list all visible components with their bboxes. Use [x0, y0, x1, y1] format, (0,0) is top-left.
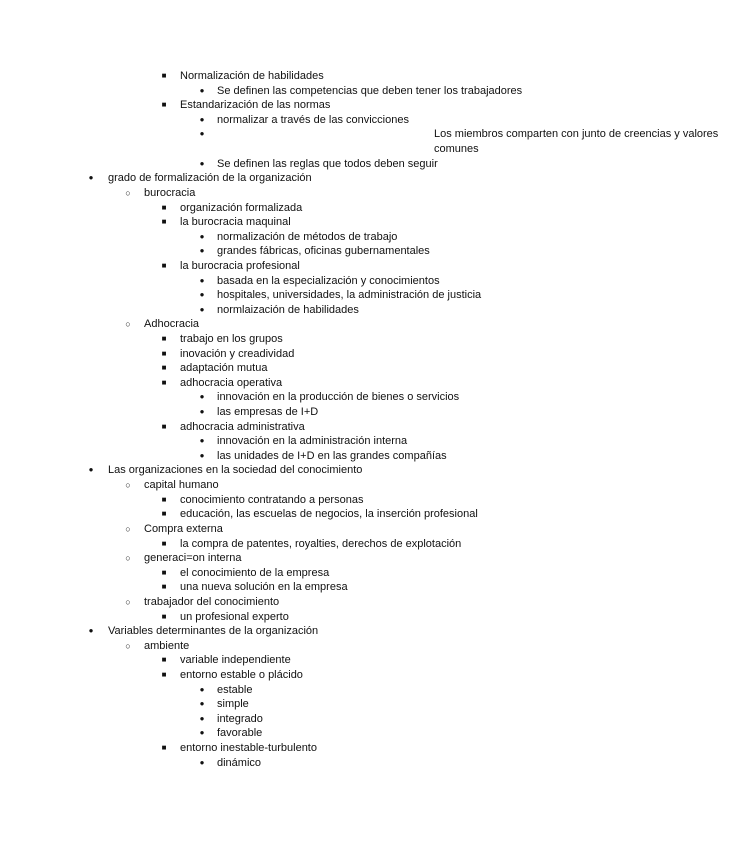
outline-item-level-2 [0, 595, 600, 610]
outline-item-text: integrado [217, 712, 263, 725]
outline-item-level-4 [0, 756, 600, 771]
bullet-level-3-icon: ■ [161, 334, 167, 343]
outline-item-level-4 [0, 434, 600, 449]
outline-item-text: adhocracia operativa [180, 376, 283, 389]
outline-item-level-3 [0, 347, 600, 362]
outline-item-text: simple [217, 698, 249, 711]
outline-item-level-3 [0, 580, 600, 595]
bullet-level-3-icon: ■ [161, 217, 167, 227]
bullet-level-3-icon: ■ [161, 260, 167, 270]
outline-item-text: capital humano [144, 479, 219, 492]
outline-item-level-3 [0, 376, 600, 391]
outline-item-level-4 [0, 303, 600, 318]
outline-item-level-3 [0, 610, 600, 625]
outline-item-text: normlaización de habilidades [217, 303, 359, 316]
bullet-level-2-icon: ○ [125, 523, 131, 534]
bullet-level-3-icon: ■ [161, 655, 167, 665]
outline-item-level-4 [0, 288, 600, 303]
outline-item-text: Las organizaciones en la sociedad del conocimiento [108, 464, 363, 477]
outline-item-level-3 [0, 741, 600, 756]
outline-item-text: Estandarización de las normas [180, 99, 331, 112]
bullet-level-2-icon: ○ [125, 187, 131, 198]
bullet-level-4-icon: ● [199, 699, 205, 709]
outline-item-text: Los miembros comparten con junto de creencias y valores comunes [434, 128, 719, 156]
outline-item-text: Se definen las reglas que todos deben seguir [217, 157, 438, 170]
outline-item-text: Compra externa [144, 522, 223, 535]
bullet-level-3-icon: ■ [161, 743, 167, 753]
outline-item-text: Normalización de habilidades [180, 70, 324, 82]
bullet-level-1-icon: ● [88, 626, 94, 636]
outline-item-level-2 [0, 317, 600, 332]
bullet-level-3-icon: ■ [161, 611, 167, 621]
outline-item-text: Adhocracia [144, 318, 200, 331]
outline-list [0, 69, 719, 770]
bullet-level-2-icon: ○ [125, 319, 131, 330]
outline-item-text: el conocimiento de la empresa [180, 566, 330, 579]
outline-item-level-3 [0, 420, 600, 435]
outline-item-level-1 [0, 624, 600, 639]
outline-item-level-3 [0, 566, 600, 581]
outline-item-text: las empresas de I+D [217, 406, 319, 419]
bullet-level-1-icon: ● [88, 173, 94, 183]
bullet-level-2-icon: ○ [125, 480, 131, 491]
outline-item-text: burocracia [144, 186, 196, 199]
bullet-level-4-icon: ● [199, 290, 205, 300]
outline-item-text: un profesional experto [180, 610, 289, 623]
outline-item-level-2 [0, 639, 600, 654]
bullet-level-3-icon: ■ [161, 202, 167, 212]
bullet-level-4-icon: ● [199, 85, 205, 95]
bullet-level-4-icon: ● [199, 407, 205, 417]
bullet-level-2-icon: ○ [125, 640, 131, 651]
outline-item-text: educación, las escuelas de negocios, la inserción profesional [180, 508, 478, 521]
bullet-level-4-icon: ● [199, 728, 205, 738]
outline-item-text: Se definen las competencias que deben tener los trabajadores [217, 84, 523, 97]
bullet-level-1-icon: ● [88, 465, 94, 475]
outline-item-level-3 [0, 259, 600, 274]
bullet-level-3-icon: ■ [161, 348, 167, 358]
bullet-level-3-icon: ■ [161, 421, 167, 431]
outline-item-level-3 [0, 69, 600, 84]
outline-item-text: normalización de métodos de trabajo [217, 230, 398, 243]
bullet-level-4-icon: ● [199, 713, 205, 723]
outline-item-level-3 [0, 332, 600, 347]
outline-item-level-3 [0, 201, 600, 216]
outline-item-text: ambiente [144, 639, 190, 652]
outline-item-level-4 [0, 84, 600, 99]
outline-item-text: la burocracia maquinal [180, 216, 291, 229]
outline-item-level-2 [0, 551, 600, 566]
bullet-level-3-icon: ■ [161, 100, 167, 110]
outline-item-level-3 [0, 215, 600, 230]
outline-item-level-4 [0, 127, 719, 156]
bullet-level-4-icon: ● [199, 129, 205, 139]
bullet-level-4-icon: ● [199, 436, 205, 446]
outline-item-text: grandes fábricas, oficinas gubernamentales [217, 245, 430, 258]
bullet-level-3-icon: ■ [161, 71, 167, 80]
outline-item-text: trabajador del conocimiento [144, 595, 280, 608]
bullet-level-3-icon: ■ [161, 377, 167, 387]
document-page [0, 69, 719, 770]
outline-item-text: basada en la especialización y conocimientos [217, 274, 440, 287]
outline-item-level-4 [0, 712, 600, 727]
bullet-level-4-icon: ● [199, 392, 205, 402]
outline-item-text: adhocracia administrativa [180, 420, 305, 433]
outline-item-level-3 [0, 668, 600, 683]
outline-item-level-4 [0, 449, 600, 464]
outline-item-level-4 [0, 697, 600, 712]
bullet-level-3-icon: ■ [161, 567, 167, 577]
bullet-level-2-icon: ○ [125, 553, 131, 564]
bullet-level-2-icon: ○ [125, 596, 131, 607]
outline-item-level-3 [0, 653, 600, 668]
bullet-level-4-icon: ● [199, 246, 205, 256]
outline-item-level-3 [0, 493, 600, 508]
outline-item-text: estable [217, 683, 253, 696]
outline-item-text: trabajo en los grupos [180, 333, 283, 345]
bullet-level-3-icon: ■ [161, 670, 167, 680]
outline-item-level-4 [0, 230, 600, 245]
bullet-level-4-icon: ● [199, 158, 205, 168]
outline-item-level-4 [0, 390, 600, 405]
outline-item-level-4 [0, 157, 600, 172]
outline-item-level-2 [0, 522, 600, 537]
outline-item-text: una nueva solución en la empresa [180, 581, 348, 594]
outline-item-level-1 [0, 171, 600, 186]
outline-item-level-1 [0, 463, 600, 478]
outline-item-level-4 [0, 405, 600, 420]
outline-item-text: entorno inestable-turbulento [180, 742, 317, 755]
outline-item-text: normalizar a través de las convicciones [217, 113, 409, 126]
bullet-level-4-icon: ● [199, 304, 205, 314]
outline-item-text: hospitales, universidades, la administración de justicia [217, 289, 482, 302]
outline-item-level-4 [0, 113, 600, 128]
bullet-level-3-icon: ■ [161, 582, 167, 592]
outline-item-level-4 [0, 274, 600, 289]
outline-item-text: innovación en la administración interna [217, 435, 408, 448]
outline-item-text: Variables determinantes de la organización [108, 625, 319, 638]
bullet-level-4-icon: ● [199, 231, 205, 241]
outline-item-text: entorno estable o plácido [180, 669, 303, 682]
bullet-level-3-icon: ■ [161, 509, 167, 519]
outline-item-text: las unidades de I+D en las grandes compañías [217, 449, 447, 462]
bullet-level-3-icon: ■ [161, 363, 167, 373]
outline-item-text: la burocracia profesional [180, 259, 300, 272]
bullet-level-4-icon: ● [199, 684, 205, 694]
bullet-level-4-icon: ● [199, 114, 205, 124]
outline-item-level-3 [0, 507, 600, 522]
outline-item-text: generaci=on interna [144, 552, 242, 565]
outline-item-text: organización formalizada [180, 201, 303, 214]
outline-item-text: innovación en la producción de bienes o servicios [217, 391, 460, 404]
outline-item-level-2 [0, 186, 600, 201]
outline-item-level-3 [0, 537, 600, 552]
outline-item-text: variable independiente [180, 654, 291, 667]
outline-item-text: dinámico [217, 756, 262, 769]
bullet-level-3-icon: ■ [161, 538, 167, 548]
outline-item-text: la compra de patentes, royalties, derechos de explotación [180, 537, 462, 550]
outline-item-level-4 [0, 244, 600, 259]
outline-item-level-3 [0, 361, 600, 376]
outline-item-level-2 [0, 478, 600, 493]
outline-item-text: favorable [217, 727, 263, 740]
bullet-level-4-icon: ● [199, 275, 205, 285]
outline-item-level-3 [0, 98, 600, 113]
bullet-level-4-icon: ● [199, 757, 205, 767]
outline-item-level-4 [0, 726, 600, 741]
outline-item-text: grado de formalización de la organización [108, 172, 312, 185]
outline-item-text: inovación y creadividad [180, 347, 295, 360]
bullet-level-3-icon: ■ [161, 494, 167, 504]
outline-item-level-4 [0, 683, 600, 698]
outline-item-text: adaptación mutua [180, 362, 268, 375]
outline-item-text: conocimiento contratando a personas [180, 493, 364, 506]
bullet-level-4-icon: ● [199, 450, 205, 460]
